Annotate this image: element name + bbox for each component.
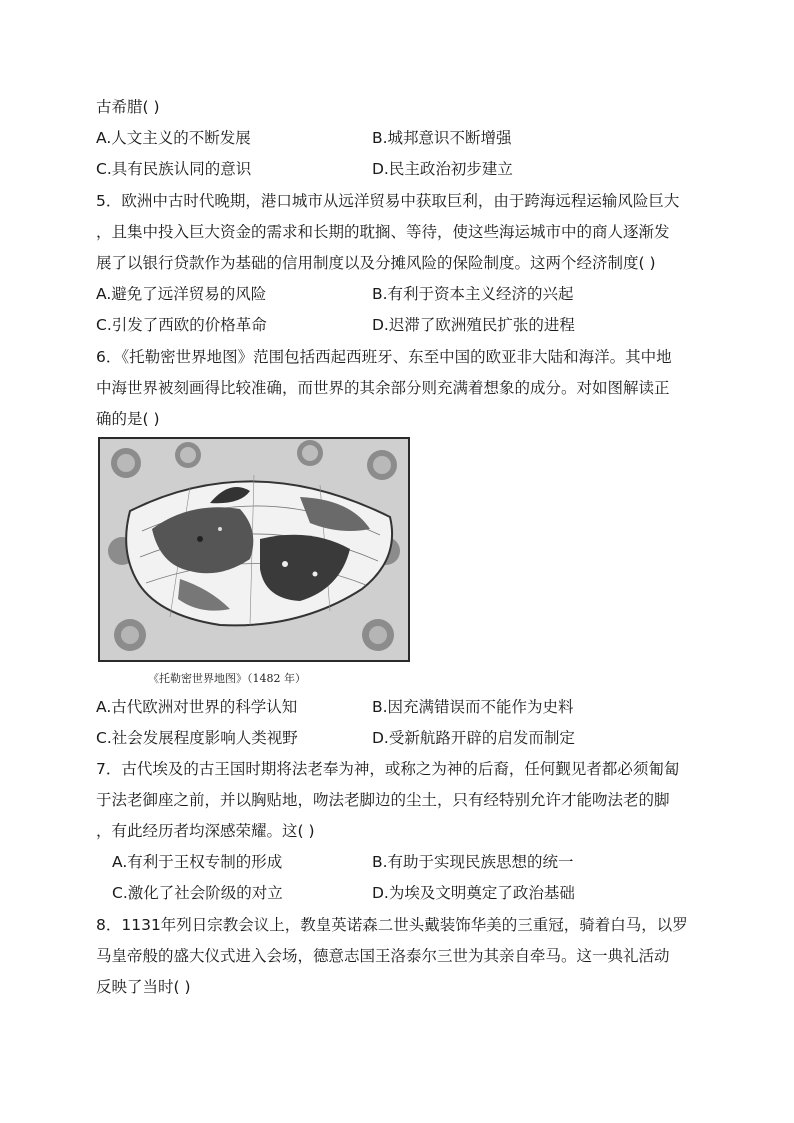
q7-stem-line-1: 7．古代埃及的古王国时期将法老奉为神，或称之为神的后裔，任何觐见者都必须匍匐 xyxy=(96,760,680,778)
q4-option-d: D.民主政治初步建立 xyxy=(372,160,513,178)
q4-option-b: B.城邦意识不断增强 xyxy=(372,129,512,147)
q4-option-a: A.人文主义的不断发展 xyxy=(96,129,251,147)
q8-stem-line-2: 马皇帝般的盛大仪式进入会场，德意志国王洛泰尔三世为其亲自牵马。这一典礼活动 xyxy=(96,947,670,965)
q5-stem-line-2: ，且集中投入巨大资金的需求和长期的耽搁、等待，使这些海运城市中的商人逐渐发 xyxy=(96,223,670,241)
q5-option-b: B.有利于资本主义经济的兴起 xyxy=(372,285,574,303)
q5-option-c: C.引发了西欧的价格革命 xyxy=(96,316,267,334)
q8-stem-line-1: 8．1131年列日宗教会议上，教皇英诺森二世头戴装饰华美的三重冠，骑着白马，以罗 xyxy=(96,916,688,934)
q6-stem-line-1: 6．《托勒密世界地图》范围包括西起西班牙、东至中国的欧亚非大陆和海洋。其中地 xyxy=(96,348,672,366)
q7-option-c: C.激化了社会阶级的对立 xyxy=(112,884,283,902)
q7-option-a: A.有利于王权专制的形成 xyxy=(112,853,283,871)
q5-option-a: A.避免了远洋贸易的风险 xyxy=(96,285,267,303)
map-illustration xyxy=(100,439,408,660)
map-caption: 《托勒密世界地图》（1482 年） xyxy=(148,672,306,685)
q5-stem-line-3: 展了以银行贷款作为基础的信用制度以及分摊风险的保险制度。这两个经济制度( ) xyxy=(96,254,656,272)
q8-stem-line-3: 反映了当时( ) xyxy=(96,978,191,996)
ptolemy-world-map-image xyxy=(98,437,410,662)
q4-option-c: C.具有民族认同的意识 xyxy=(96,160,252,178)
q6-option-a: A.古代欧洲对世界的科学认知 xyxy=(96,698,298,716)
q7-stem-line-2: 于法老御座之前，并以胸贴地，吻法老脚边的尘土，只有经特别允许才能吻法老的脚 xyxy=(96,791,670,809)
q7-option-b: B.有助于实现民族思想的统一 xyxy=(372,853,574,871)
q6-option-c: C.社会发展程度影响人类视野 xyxy=(96,729,298,747)
q4-stem-tail: 古希腊( ) xyxy=(96,98,160,116)
q6-stem-line-2: 中海世界被刻画得比较准确，而世界的其余部分则充满着想象的成分。对如图解读正 xyxy=(96,379,670,397)
q5-stem-line-1: 5．欧洲中古时代晚期，港口城市从远洋贸易中获取巨利，由于跨海远程运输风险巨大 xyxy=(96,192,680,210)
q6-option-b: B.因充满错误而不能作为史料 xyxy=(372,698,574,716)
q5-option-d: D.迟滞了欧洲殖民扩张的进程 xyxy=(372,316,575,334)
q6-option-d: D.受新航路开辟的启发而制定 xyxy=(372,729,575,747)
q6-stem-line-3: 确的是( ) xyxy=(96,410,160,428)
q7-stem-line-3: ，有此经历者均深感荣耀。这( ) xyxy=(96,822,315,840)
q7-option-d: D.为埃及文明奠定了政治基础 xyxy=(372,884,575,902)
